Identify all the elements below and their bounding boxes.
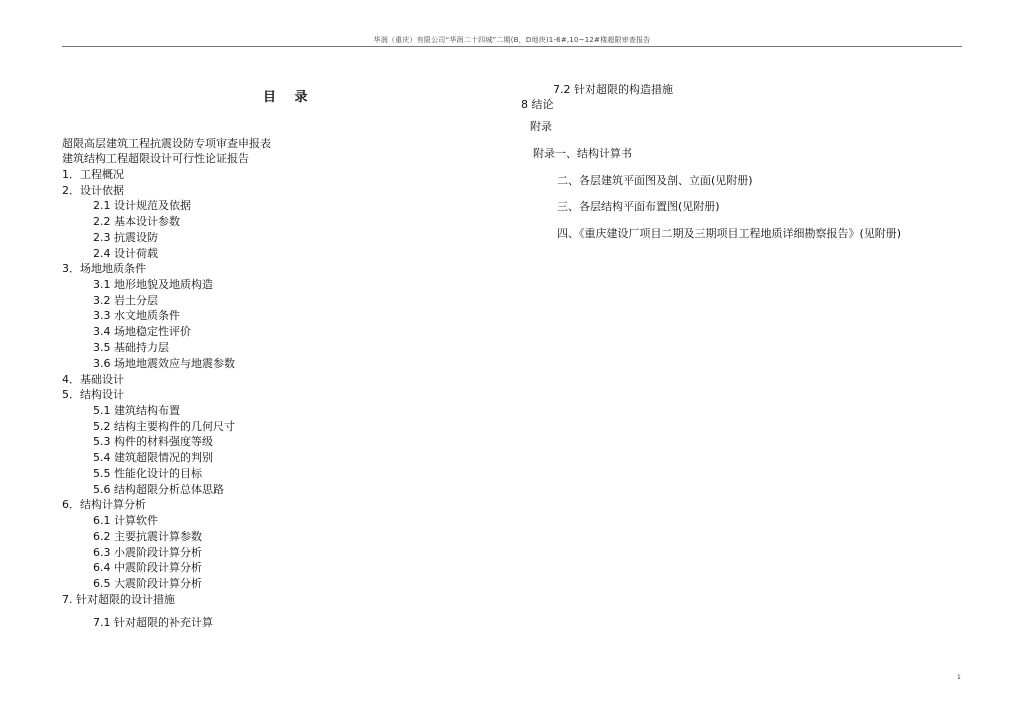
toc-entry: 5．结构设计 bbox=[62, 388, 124, 401]
toc-entry: 5.3 构件的材料强度等级 bbox=[93, 435, 213, 448]
toc-entry: 2．设计依据 bbox=[62, 184, 124, 197]
toc-entry: 3.3 水文地质条件 bbox=[93, 309, 180, 322]
toc-entry: 6．结构计算分析 bbox=[62, 498, 146, 511]
toc-entry: 6.3 小震阶段计算分析 bbox=[93, 546, 202, 559]
toc-entry: 3.2 岩土分层 bbox=[93, 294, 158, 307]
toc-entry: 6.5 大震阶段计算分析 bbox=[93, 577, 202, 590]
toc-entry: 1．工程概况 bbox=[62, 168, 124, 181]
toc-entry: 3.5 基础持力层 bbox=[93, 341, 169, 354]
toc-entry: 附录 bbox=[530, 120, 552, 133]
toc-entry: 5.1 建筑结构布置 bbox=[93, 404, 180, 417]
appendix-entry: 四、《重庆建设厂项目二期及三期项目工程地质详细勘察报告》(见附册) bbox=[557, 227, 902, 240]
toc-entry: 8 结论 bbox=[521, 98, 554, 111]
toc-entry: 2.4 设计荷载 bbox=[93, 247, 158, 260]
appendix-entry: 附录一、结构计算书 bbox=[533, 147, 632, 160]
toc-entry: 6.1 计算软件 bbox=[93, 514, 158, 527]
toc-entry: 6.2 主要抗震计算参数 bbox=[93, 530, 202, 543]
toc-entry: 4．基础设计 bbox=[62, 373, 124, 386]
appendix-entry: 二、各层建筑平面图及剖、立面(见附册) bbox=[557, 174, 753, 187]
toc-entry: 5.4 建筑超限情况的判别 bbox=[93, 451, 213, 464]
toc-entry: 2.3 抗震设防 bbox=[93, 231, 158, 244]
header-divider bbox=[62, 46, 962, 47]
toc-entry: 7.1 针对超限的补充计算 bbox=[93, 616, 213, 629]
toc-entry: 5.5 性能化设计的目标 bbox=[93, 467, 202, 480]
toc-entry: 3.6 场地地震效应与地震参数 bbox=[93, 357, 235, 370]
toc-entry: 3．场地地质条件 bbox=[62, 262, 146, 275]
toc-entry: 3.1 地形地貌及地质构造 bbox=[93, 278, 213, 291]
toc-entry: 6.4 中震阶段计算分析 bbox=[93, 561, 202, 574]
toc-entry: 2.2 基本设计参数 bbox=[93, 215, 180, 228]
toc-entry: 2.1 设计规范及依据 bbox=[93, 199, 191, 212]
toc-entry: 3.4 场地稳定性评价 bbox=[93, 325, 191, 338]
toc-entry: 5.6 结构超限分析总体思路 bbox=[93, 483, 224, 496]
appendix-entry: 三、各层结构平面布置图(见附册) bbox=[557, 200, 720, 213]
toc-title: 目 录 bbox=[263, 90, 315, 105]
toc-entry: 5.2 结构主要构件的几何尺寸 bbox=[93, 420, 235, 433]
running-header: 华润（重庆）有限公司“华润二十四城”二期(B，D地块)1-6#,10~12#楼超限审查报告 bbox=[373, 36, 651, 44]
toc-entry: 超限高层建筑工程抗震设防专项审查申报表 bbox=[62, 137, 271, 150]
toc-entry: 建筑结构工程超限设计可行性论证报告 bbox=[62, 152, 249, 165]
page-number: 1 bbox=[957, 674, 961, 681]
toc-entry: 7. 针对超限的设计措施 bbox=[62, 593, 175, 606]
toc-entry: 7.2 针对超限的构造措施 bbox=[553, 83, 673, 96]
